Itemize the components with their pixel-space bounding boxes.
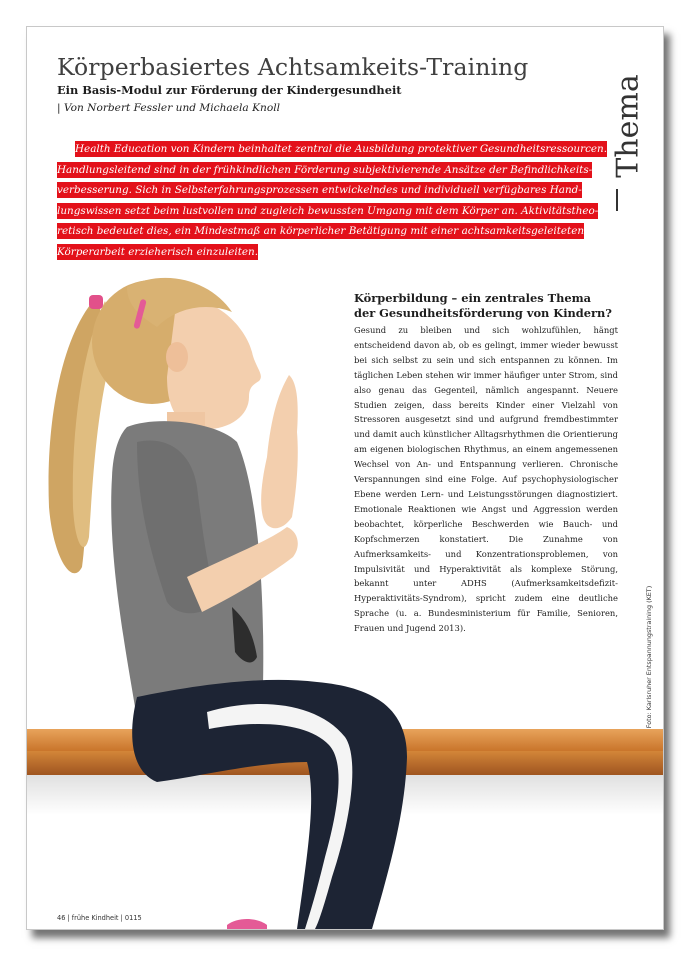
photo-credit-text: Foto: Karlsruher Entspannungstraining (KET) <box>645 585 653 729</box>
body-text <box>354 323 618 636</box>
section-heading-line-2: der Gesundheitsförderung von Kindern? <box>354 305 612 320</box>
body-paragraph: Gesund zu bleiben und sich wohlzufühlen, hängt entscheidend davon ab, ob es gelingt, immer wieder bewusst bei sich selbst zu sein und sich entspannen zu können. Im täglichen Leben stehen wir immer häufiger unter Strom, sind also genau das Gegenteil, nämlich angespannt. Neuere Studien zeigen, dass bereits Kinder einer Vielzahl von Stressoren ausgesetzt sind und aufgrund fremdbestimmter und damit auch künstlicher Alltagsrhythmen die Orientierung am eigenen biologischen Rhythmus, an einem angemessenen Wechsel von An- und Entspannung verlieren. Chronische Verspannungen sind eine Folge. Auf psychophysiologischer Ebene werden Lern- und Leistungsstörungen diagnostiziert. Emotionale Reaktionen wie Angst und Aggression werden beobachtet, körperliche Beschwerden wie Bauch- und Kopfschmerzen konstatiert. Die Zunahme von Aufmerksamkeits- und Konzentrationsproblemen, von Impulsivität und Hyperaktivität als komplexe Störung, bekannt unter ADHS (Aufmerksamkeitsdefizit-Hyperaktivitäts-Syndrom), spricht zudem eine deutliche Sprache (u. a. Bundesministerium für Familie, Senioren, Frauen und Jugend 2013). <box>354 325 618 634</box>
article-title: Körperbasiertes Achtsamkeits-Training <box>57 53 529 81</box>
intro-line-1: Health Education von Kindern beinhaltet zentral die Ausbildung protektiver Gesundheitsressourcen. <box>75 143 608 155</box>
page-footer: 46 | frühe Kindheit | 0115 <box>57 914 142 922</box>
intro-paragraph <box>57 139 637 262</box>
intro-line-6: Körperarbeit erzieherisch einzuleiten. <box>57 245 259 258</box>
section-label-text: Thema <box>610 74 646 178</box>
intro-line-5: retisch bedeutet dies, ein Mindestmaß an körperlicher Betätigung mit einer achtsamkeitsgeleiteten <box>57 225 585 237</box>
magazine-page <box>26 26 664 930</box>
article-subtitle: Ein Basis-Modul zur Förderung der Kindergesundheit <box>57 83 402 97</box>
intro-line-4: lungswissen setzt beim lustvollen und zugleich bewussten Umgang mit dem Körper an. Aktivitätstheo- <box>57 204 599 217</box>
photo-credit <box>643 567 655 747</box>
article-authors: | Von Norbert Fessler und Michaela Knoll <box>57 102 280 114</box>
section-heading <box>354 291 614 320</box>
intro-line-3: verbesserung. Sich in Selbsterfahrungsprozessen entwickelndes und individuell verfügbares Hand- <box>57 184 582 196</box>
section-heading-line-1: Körperbildung – ein zentrales Thema <box>354 291 592 305</box>
intro-line-2: Handlungsleitend sind in der frühkindlichen Förderung subjektivierende Ansätze der Befindlichkeits- <box>57 163 593 176</box>
